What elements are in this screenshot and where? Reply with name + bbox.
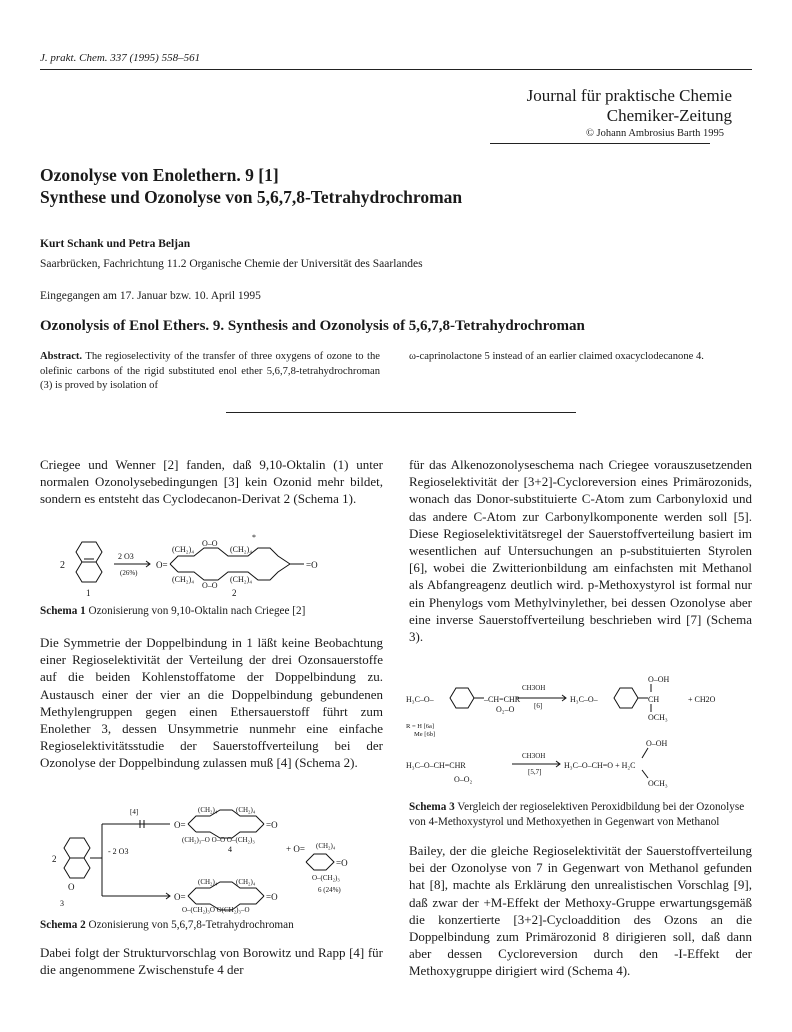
authors: Kurt Schank und Petra Beljan: [40, 238, 191, 250]
svg-text:(CH₂)₄: (CH₂)₄: [172, 545, 195, 554]
schema1-label-2: 2: [232, 588, 237, 598]
english-title: Ozonolysis of Enol Ethers. 9. Synthesis and Ozonolysis of 5,6,7,8-Tetrahydrochroman: [40, 318, 585, 334]
svg-text:=O: =O: [266, 892, 278, 902]
schema1-ring-bottom: [76, 562, 102, 582]
svg-text:=O: =O: [306, 560, 318, 570]
svg-text:O–O₂: O–O₂: [454, 775, 473, 784]
svg-text:O–OH: O–OH: [646, 739, 668, 748]
abstract-left: [40, 350, 380, 394]
svg-text:OCH₃: OCH₃: [648, 779, 668, 788]
svg-text:H₃C–O–: H₃C–O–: [406, 695, 434, 704]
title-line1: Ozonolyse von Enolethern. 9 [1]: [40, 165, 279, 185]
svg-text:O=: O=: [174, 892, 186, 902]
schema1-caption: [40, 604, 383, 619]
svg-text:O–O: O–O: [202, 581, 218, 590]
schema3-reagent-2: CH3OH: [522, 752, 546, 760]
schema3-figure: [404, 672, 752, 798]
svg-text:–CH=CHR: –CH=CHR: [484, 695, 521, 704]
schema3-ref-1: [6]: [534, 702, 543, 710]
svg-text:(CH₂)₄: (CH₂)₄: [230, 575, 253, 584]
schema3-caption-label: Schema 3: [409, 801, 455, 813]
schema1-figure: [52, 528, 362, 600]
abstract-text-left: The regioselectivity of the transfer of three oxygens of ozone to the olefinic carbons of the rigid substituted enol ether 5,6,7,8-tetrahydrochroman (3) is proved by isolation of: [40, 351, 380, 391]
schema2-caption: [40, 918, 383, 933]
abstract-rule: [226, 412, 576, 413]
schema3-plus-ch2o: + CH2O: [688, 695, 716, 704]
schema2-label-4: 4: [228, 845, 232, 854]
svg-text:O₂–O: O₂–O: [496, 705, 515, 714]
svg-text:(CH₂)₄: (CH₂)₄: [316, 842, 336, 850]
svg-text:(CH₂)₄: (CH₂)₄: [198, 806, 218, 814]
svg-text:(CH₂)₄: (CH₂)₄: [230, 545, 253, 554]
abstract-right: ω-caprinolactone 5 instead of an earlier claimed oxacyclodecanone 4.: [409, 351, 704, 362]
journal-copyright: © Johann Ambrosius Barth 1995: [585, 128, 724, 139]
schema2-caption-label: Schema 2: [40, 919, 86, 931]
journal-name-line1: Journal für praktische Chemie: [526, 86, 732, 105]
received-date: Eingegangen am 17. Januar bzw. 10. April 1995: [40, 290, 261, 302]
right-paragraph-1: für das Alkenozonolyseschema nach Criegee vorauszusetzenden Regioselektivität der [3+2]-Cycloreversion eines Primärozonids, wonach das Donor-substituierte C-Atom zum Carbonyloxid und das andere C-Atom zur Carbonylkomponente werden soll [5]. Diese Regioselektivitätsregel der Sauerstoffverteilung basiert im wesentlichen auf Untersuchungen an p-substituierten Styrolen [6], wobei die Zwitterionbildung am einfachsten mit Methanol als Abfangreagenz deutlich wird. p-Methoxystyrol ist formal nur ein Phenylogs vom Methylvinylether, bei dessen Ozonolyse aber eine inverse Sauerstoffverteilung beschrieben wird [7] (Schema 3).: [409, 457, 752, 645]
svg-text:2: 2: [60, 560, 65, 571]
schema3-r-def: R = H [6a]: [406, 723, 435, 730]
svg-text:O: O: [68, 882, 75, 892]
svg-text:=O: =O: [266, 820, 278, 830]
schema3-caption-text: Vergleich der regioselektiven Peroxidbildung bei der Ozonolyse von 4-Methoxystyrol und Methoxyethen in Gegenwart von Methanol: [409, 801, 745, 828]
svg-text:O–O: O–O: [202, 539, 218, 548]
left-paragraph-1: Criegee und Wenner [2] fanden, daß 9,10-Oktalin (1) unter normalen Ozonolysebedingungen [3] kein Ozonid mehr bildet, sondern es entsteht das Cyclodecanon-Derivat 2 (Schema 1).: [40, 457, 383, 507]
title-line2: Synthese und Ozonolyse von 5,6,7,8-Tetrahydrochroman: [40, 187, 463, 207]
svg-text:O=: O=: [156, 560, 168, 570]
schema3-r-def2: Me [6b]: [414, 731, 436, 738]
schema3-ref-2: [5,7]: [528, 768, 542, 776]
svg-text:(CH₂)₄: (CH₂)₄: [198, 878, 218, 886]
svg-text:+ O=: + O=: [286, 844, 305, 854]
left-paragraph-3: Dabei folgt der Strukturvorschlag von Borowitz und Rapp [4] für die angenommene Zwischenstufe 4 der: [40, 945, 383, 978]
schema2-figure: [50, 804, 380, 916]
svg-text:H₃C–O–CH=CHR: H₃C–O–CH=CHR: [406, 761, 466, 770]
schema2-reagent: - 2 O3: [108, 847, 129, 856]
journal-rule: [490, 143, 710, 144]
header-rule: [40, 69, 752, 70]
svg-text:O–(CH₂)₃: O–(CH₂)₃: [312, 874, 340, 882]
running-citation: J. prakt. Chem. 337 (1995) 558–561: [40, 52, 201, 64]
svg-text:(CH₂)₄: (CH₂)₄: [172, 575, 195, 584]
svg-text:H₃C–O–CH=O + H₂C: H₃C–O–CH=O + H₂C: [564, 761, 636, 770]
journal-name: [527, 86, 732, 126]
article-title: [40, 164, 462, 208]
schema1-yield: (26%): [120, 569, 138, 577]
abstract-label: Abstract.: [40, 351, 83, 362]
svg-text:(CH₂)₄: (CH₂)₄: [236, 806, 256, 814]
journal-name-line2: Chemiker-Zeitung: [606, 106, 732, 125]
svg-text:(CH₂)₃–O O–O O–(CH₂)₃: (CH₂)₃–O O–O O–(CH₂)₃: [182, 836, 255, 844]
schema1-label-1: 1: [86, 588, 91, 598]
affiliation: Saarbrücken, Fachrichtung 11.2 Organische Chemie der Universität des Saarlandes: [40, 258, 423, 270]
schema2-label-3: 3: [60, 899, 64, 908]
left-paragraph-2: Die Symmetrie der Doppelbindung in 1 läßt keine Beobachtung einer Regioselektivität der Verteilung der drei Ozonsauerstoffe auf die beiden Kohlenstoffatome der Doppelbindung zu. Austausch einer der vier an die Doppelbindung gebundenen Methylengruppen gegen einen Ethersauerstoff führt zum Enolether 3, dessen Unsymmetrie nunmehr eine einfache Regioselektivitätsstudie der Sauerstoffverteilung bei der Ozonolyse der Doppelbindung zulassen muß [4] (Schema 2).: [40, 635, 383, 771]
schema1-caption-text: Ozonisierung von 9,10-Oktalin nach Criegee [2]: [88, 605, 306, 617]
svg-text:2: 2: [52, 854, 57, 864]
schema1-caption-label: Schema 1: [40, 605, 86, 617]
schema2-label-6: 6 (24%): [318, 886, 341, 894]
svg-text:(CH₂)₄: (CH₂)₄: [236, 878, 256, 886]
svg-text:O=: O=: [174, 820, 186, 830]
schema2-ref: [4]: [130, 808, 139, 816]
svg-text:O–OH: O–OH: [648, 675, 670, 684]
svg-text:OCH₃: OCH₃: [648, 713, 668, 722]
svg-text:CH: CH: [648, 695, 660, 704]
svg-text:=O: =O: [336, 858, 348, 868]
svg-text:O–(CH₂)₃O O(CH₂)₃–O: O–(CH₂)₃O O(CH₂)₃–O: [182, 906, 250, 914]
svg-text:H₃C–O–: H₃C–O–: [570, 695, 598, 704]
schema3-reagent-1: CH3OH: [522, 684, 546, 692]
right-paragraph-2: Bailey, der die gleiche Regioselektivität der Sauerstoffverteilung bei der Ozonolyse von 7 in Gegenwart von Methanol gefunden hat [8], machte als Erklärung den unrealistischen Vorschlag [9], daß zwar der +M-Effekt der Methoxy-Gruppe erwartungsgemäß die konzertierte [3+2]-Cycloaddition des Ozons an die Doppelbindung zum Primärozonid 8 dirigieren soll, daß dann aber dessen Cycloreversion durch den -I-Effekt der Methoxygruppe dirigiert wird (Schema 4).: [409, 843, 752, 979]
schema2-caption-text: Ozonisierung von 5,6,7,8-Tetrahydrochroman: [88, 919, 294, 931]
schema1-reagent: 2 O3: [118, 552, 134, 561]
schema3-caption: [409, 800, 752, 829]
svg-text:*: *: [252, 533, 256, 542]
